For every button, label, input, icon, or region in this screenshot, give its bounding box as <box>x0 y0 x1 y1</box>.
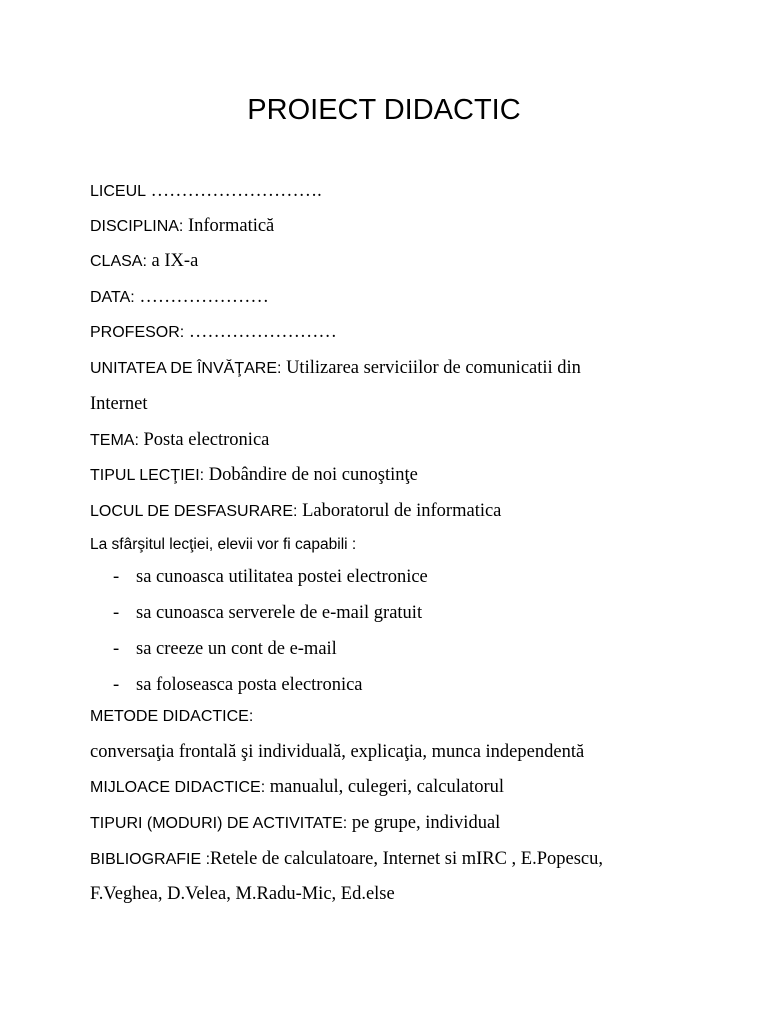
objective-text: sa creeze un cont de e-mail <box>136 639 337 659</box>
bullet-dash: - <box>113 567 120 587</box>
bullet-dash: - <box>113 603 120 623</box>
objective-text: sa cunoasca utilitatea postei electronice <box>136 567 428 587</box>
field-value: ………………………. <box>146 181 322 201</box>
field-value: conversaţia frontală şi individuală, explicaţia, munca independentă <box>90 742 585 762</box>
field-liceul <box>90 181 322 202</box>
document-title: PROIECT DIDACTIC <box>247 94 521 126</box>
field-mijloace <box>90 777 504 798</box>
field-label: TIPUL LECŢIEI: <box>90 467 205 484</box>
field-label: LOCUL DE DESFASURARE: <box>90 503 298 520</box>
field-bibliografie <box>90 849 603 870</box>
field-unitatea-continued <box>90 394 148 415</box>
objective-item <box>113 603 422 624</box>
field-value: Dobândire de noi cunoştinţe <box>204 465 418 485</box>
field-value: Posta electronica <box>138 430 270 450</box>
field-bibliografie-continued <box>90 884 395 905</box>
bullet-dash: - <box>113 675 120 695</box>
field-label: MIJLOACE DIDACTICE: <box>90 779 266 796</box>
field-label: CLASA: <box>90 253 147 270</box>
objective-text: sa foloseasca posta electronica <box>136 675 363 695</box>
field-value: Informatică <box>183 216 275 236</box>
field-metode-label <box>90 708 253 726</box>
objective-item <box>113 639 337 660</box>
field-label: METODE DIDACTICE: <box>90 708 254 725</box>
objective-item <box>113 567 428 588</box>
field-label: PROFESOR: <box>90 324 185 341</box>
field-value: a IX-a <box>146 251 199 271</box>
field-value: ………………… <box>134 287 269 307</box>
field-label: TIPURI (MODURI) DE ACTIVITATE: <box>90 815 348 832</box>
field-value: pe grupe, individual <box>347 813 501 833</box>
field-value: Retele de calculatoare, Internet si mIRC , E.Popescu, <box>210 849 604 869</box>
field-label: DISCIPLINA: <box>90 218 184 235</box>
field-locul <box>90 501 501 522</box>
field-tipul-lectiei <box>90 465 418 486</box>
objective-text: sa cunoasca serverele de e-mail gratuit <box>136 603 423 623</box>
bullet-dash: - <box>113 639 120 659</box>
field-data <box>90 287 269 308</box>
field-tema <box>90 430 269 451</box>
field-value: …………………… <box>184 322 337 342</box>
field-label: BIBLIOGRAFIE : <box>90 851 211 868</box>
field-unitatea <box>90 358 581 379</box>
field-label: LICEUL <box>90 183 147 200</box>
field-profesor <box>90 322 337 343</box>
field-label: DATA: <box>90 289 135 306</box>
field-label: TEMA: <box>90 432 139 449</box>
objectives-intro: La sfârşitul lecţiei, elevii vor fi capabili : <box>90 536 357 553</box>
field-value-continued: F.Veghea, D.Velea, M.Radu-Mic, Ed.else <box>90 884 395 904</box>
field-tipuri <box>90 813 500 834</box>
field-value-continued: Internet <box>90 394 148 414</box>
field-value: Laboratorul de informatica <box>297 501 502 521</box>
field-clasa <box>90 251 198 272</box>
field-disciplina <box>90 216 274 237</box>
field-label: UNITATEA DE ÎNVĂŢARE: <box>90 360 282 377</box>
objective-item <box>113 675 363 696</box>
field-value: Utilizarea serviciilor de comunicatii din <box>281 358 581 378</box>
field-value: manualul, culegeri, calculatorul <box>265 777 504 797</box>
field-metode-value <box>90 742 584 763</box>
